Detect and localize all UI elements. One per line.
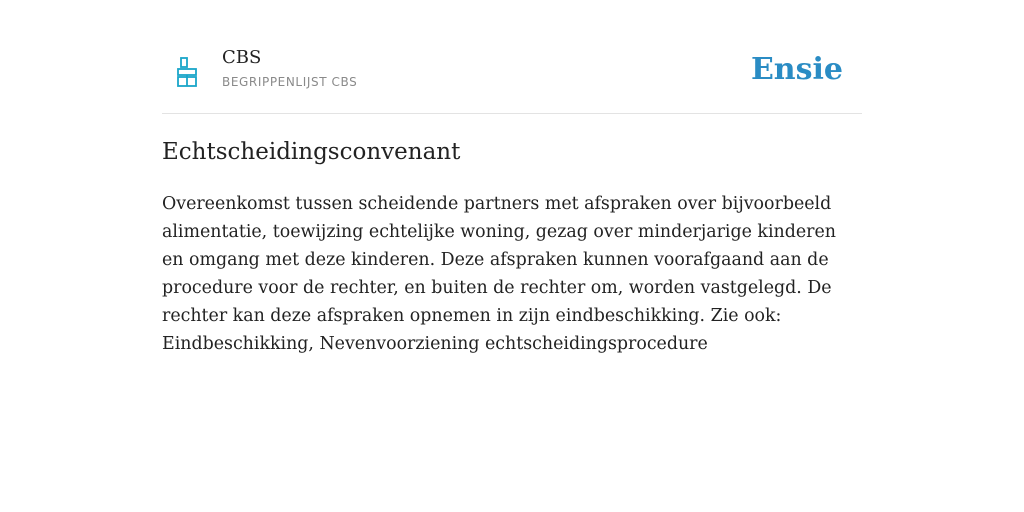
source-name[interactable]: CBS xyxy=(222,47,262,68)
term-title: Echtscheidingsconvenant xyxy=(162,139,461,165)
source-subtitle[interactable]: BEGRIPPENLIJST CBS xyxy=(222,75,358,89)
cbs-logo-icon[interactable] xyxy=(176,56,198,88)
ensie-brand-logo[interactable]: Ensie xyxy=(750,52,843,87)
definition-card xyxy=(162,0,862,512)
card-header xyxy=(162,0,862,114)
term-definition: Overeenkomst tussen scheidende partners met afspraken over bijvoorbeeld alimentatie, toewijzing echtelijke woning, gezag over minderjarige kinderen en omgang met deze kinderen. Deze afspraken kunnen voorafgaand aan de procedure voor de rechter, en buiten de rechter om, worden vastgelegd. De rechter kan deze afspraken opnemen in zijn eindbeschikking. Zie ook: Eindbeschikking, Nevenvoorziening echtscheidingsprocedure xyxy=(162,194,836,354)
